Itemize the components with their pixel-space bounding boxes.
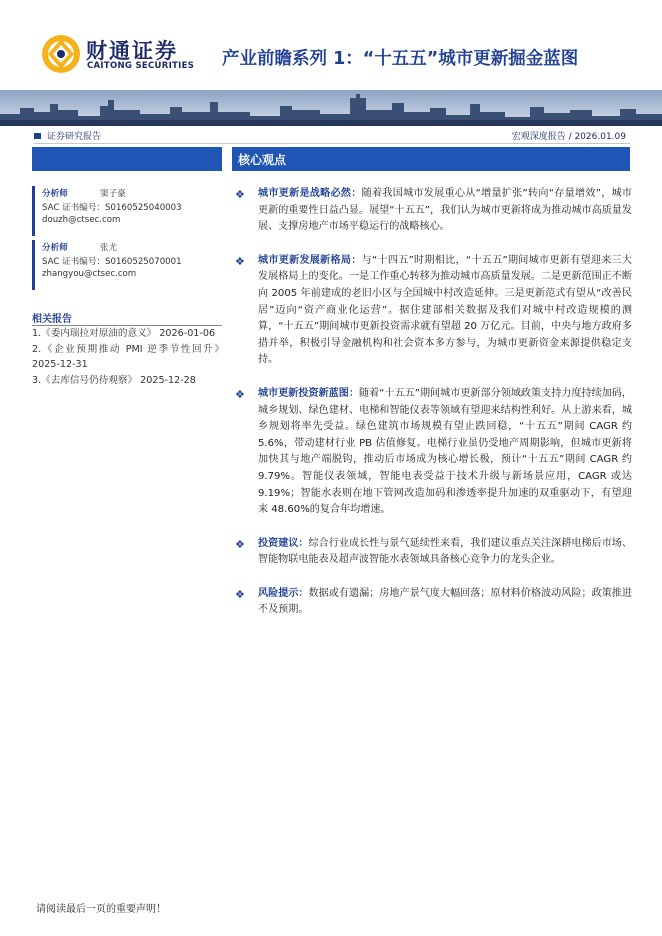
related-report-link[interactable]: 3.《去库信号仍待观察》 2025-12-28 (32, 374, 196, 386)
diamond-bullet-icon: ❖ (235, 537, 245, 551)
bullet-text: 综合行业成长性与景气延续性来看，我们建议重点关注深耕电梯后市场、智能物联电能表及超声波智能水表领域具备核心竞争力的龙头企业。 (258, 537, 633, 566)
analyst-sac: SAC 证书编号：S0160525070001 (42, 257, 182, 267)
logo-chinese-name: 财通证券 (86, 39, 178, 63)
logo-english-name: CAITONG SECURITIES (87, 61, 195, 71)
analyst-name: 张尤 (100, 243, 118, 253)
bullet-lead: 投资建议： (258, 537, 309, 549)
analyst-email[interactable]: douzh@ctsec.com (42, 215, 121, 225)
core-view-bullets (232, 186, 632, 619)
report-title: 产业前瞻系列 1：“十五五”城市更新掘金蓝图 (222, 49, 579, 69)
core-view-item (232, 536, 632, 569)
related-reports-title: 相关报告 (32, 310, 222, 326)
logo-emblem-icon (40, 33, 82, 75)
bullet-lead: 城市更新发展新格局： (258, 254, 362, 266)
core-view-title: 核心观点 (238, 153, 287, 167)
related-report-link[interactable]: 1.《委内瑞拉对原油的意义》 2026-01-06 (32, 328, 216, 339)
related-report-link[interactable]: 2.《企业预期推动 PMI 逆季节性回升》 2025-12-31 (32, 343, 224, 370)
diamond-bullet-icon: ❖ (235, 387, 245, 401)
report-type (34, 129, 101, 142)
analyst-card (32, 186, 225, 236)
bullet-lead: 城市更新是战略必然： (258, 188, 362, 199)
subheader-bar (34, 127, 630, 144)
analyst-role: 分析师 (42, 243, 68, 253)
skyline-banner (0, 90, 662, 126)
analyst-email[interactable]: zhangyou@ctsec.com (42, 269, 137, 279)
core-view-item (232, 253, 632, 369)
analyst-sac: SAC 证书编号：S0160525040003 (42, 203, 182, 213)
disclaimer-notice: 请阅读最后一页的重要声明！ (36, 904, 166, 915)
bullet-lead: 风险提示： (258, 587, 309, 599)
core-view-header-bar (232, 147, 630, 171)
left-column-header-bar (32, 147, 222, 171)
bullet-text: 随着我国城市发展重心从“增量扩张”转向“存量增效”，城市更新的重要性日益凸显。展望“十五五”，我们认为城市更新将成为推动城市高质量发展、支撑房地产市场平稳运行的战略核心。 (258, 188, 633, 233)
diamond-bullet-icon: ❖ (235, 587, 245, 601)
report-type-label: 证券研究报告 (47, 132, 102, 142)
core-view-item (232, 186, 632, 236)
bullet-text: 随着“十五五”期间城市更新部分领域政策支持力度持续加码，城乡规划、绿色建材、电梯和智能仪表等领域有望迎来结构性利好。从上游来看，城乡规划将率先受益。绿色建筑市场规模有望止跌回稳，“十五五”期间 CAGR 约 5.6%，带动建材行业 PB 估值修复。电梯行业虽仍受地产周期影响，但城市更新将加快其与地产端脱钩，推动后市场成为核心增长极，预计“十五五”期间 CAGR 约 9.79%。智能仪表领域，智能电表受益于技术升级与新场景应用，CAGR 或达 9.19%；智能水表则在地下管网改造加码和渗透率提升加速的双重驱动下，有望迎来 48.60%的复合年均增速。 (258, 387, 632, 516)
core-view-item (232, 386, 632, 519)
analyst-card (32, 240, 225, 290)
bullet-text: 与“十四五”时期相比，“十五五”期间城市更新有望迎来三大发展格局上的变化。一是工作重心转移为推动城市高质量发展。二是更新范围正不断向 2005 年前建成的老旧小区与全国城中村改造延伸。三是更新范式有望从“改善民居”迈向“资产商业化运营”。据住建部相关数据及我们对城中村改造规模的测算，“十五五”期间城市更新投资需求就有望超 20 万亿元。目前，中央与地方政府多措并举，积极引导金融机构和社会资本多方参与，为城市更新资金来源提供稳定支持。 (258, 254, 633, 366)
analyst-name: 窦子豪 (100, 189, 126, 199)
company-logo (40, 33, 200, 75)
diamond-bullet-icon: ❖ (235, 254, 245, 268)
core-view-item (232, 586, 632, 619)
square-bullet-icon (34, 133, 41, 139)
diamond-bullet-icon: ❖ (235, 188, 245, 201)
bullet-text: 数据或有遗漏；房地产景气度大幅回落；原材料价格波动风险；政策推进不及预期。 (258, 587, 633, 616)
bullet-lead: 城市更新投资新蓝图： (258, 387, 359, 399)
related-reports-list (32, 326, 224, 388)
analyst-role: 分析师 (42, 189, 68, 199)
report-category-date: 宏观深度报告 / 2026.01.09 (511, 132, 626, 142)
